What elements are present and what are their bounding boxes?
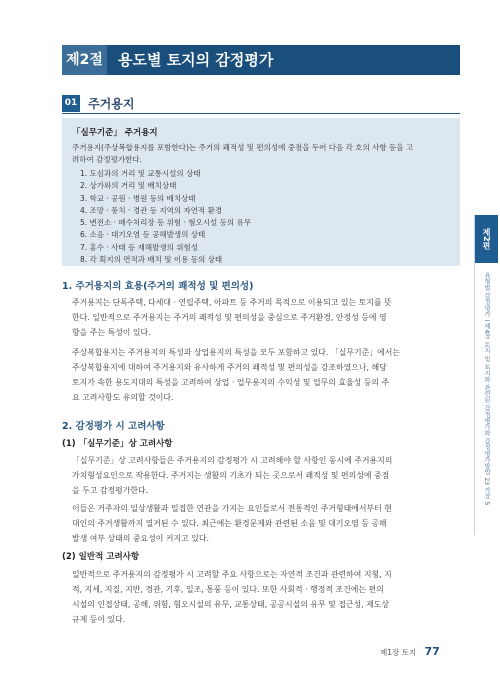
list-item: 8. 각 획지의 면적과 배치 및 이용 등의 상태 [80,255,223,265]
part-tab: 제2편 [475,215,498,263]
subsection-number: 01 [62,95,80,112]
box-text: 주거용지(주상복합용지를 포함한다)는 주거의 쾌적성 및 편의성에 중점을 두어 다음 각 호의 사항 등을 고 려하여 감정평가한다. [72,143,414,164]
standard-box [62,118,460,266]
paragraph: 일반적으로 주거용지의 감정평가 시 고려할 주요 사항으로는 자연적 조건과 관련하여 지형, 지 적, 지세, 지질, 지반, 경관, 기후, 일조, 통풍 등이 있다. 또한 사회적 · 행정적 조건에는 편의 시설의 인접상태, 공해, 위험, 혐오시설의 유무, 교통상태, 공공시설의 유무 및 접근성, 제도상 규제 등이 있다. [72,570,392,624]
list-item: 3. 학교 · 공원 · 병원 등의 배치상태 [80,193,196,203]
list-item: 4. 조망 · 풍치 · 경관 등 지역의 자연적 환경 [80,205,223,215]
subheading-2: (2) 일반적 고려사항 [62,552,140,562]
subsection-heading [62,93,134,111]
box-title: 「실무기준」 주거용지 [72,128,158,138]
heading-2: 2. 감정평가 시 고려사항 [62,421,165,432]
section-number: 제2절 [62,45,107,75]
page-number: 77 [424,645,440,658]
list-item: 6. 소음 · 대기오염 등 공해발생의 상태 [80,230,206,240]
list-item: 5. 변전소 · 폐수처리장 등 위험 · 혐오시설 등의 유무 [80,218,252,228]
subheading-1: (1) 「실무기준」상 고려사항 [62,439,173,449]
footer-chapter: 제1장 토지 [380,648,417,657]
side-running-title: 유형별 감정평가 I 제4장 토지 및 토지와 관련된 감정평가와 감정평가방법 23 가장 5 [483,272,490,506]
page-footer [380,645,440,658]
box-list [80,168,251,266]
list-item: 1. 도심과의 거리 및 교통시설의 상태 [80,169,201,178]
paragraph: 주거용지는 단독주택, 다세대 · 연립주택, 아파트 등 주거의 목적으로 이용되고 있는 토지를 뜻 한다. 일반적으로 주거용지는 주거의 쾌적성 및 편의성을 중심으로 주거환경, 안정성 등에 영 향을 주는 특성이 있다. [72,298,392,337]
list-item: 7. 홍수 · 사태 등 재해발생의 위험성 [80,242,199,252]
list-item: 2. 상가와의 거리 및 배치상태 [80,181,177,191]
subsection-rule [62,113,460,114]
paragraph: 「실무기준」상 고려사항들은 주거용지의 감정평가 시 고려해야 할 사항인 동시에 주거용지의 가치형성요인으로 작용한다. 주거지는 생활의 기초가 되는 곳으로서 쾌적성 및 편의성에 중점 을 두고 감정평가한다. [72,456,393,495]
paragraph: 이들은 거주자의 일상생활과 밀접한 연관을 가지는 요인들로서 전통적인 주거형태에서부터 현 대인의 주거생활까지 열거된 수 있다. 최근에는 환경문제와 관련된 소음 및 대기오염 등 공해 발생 여부 상태의 중요성이 커지고 있다. [72,504,392,543]
section-banner [62,45,460,75]
subsection-label: 주거용지 [88,97,135,111]
heading-1: 1. 주거용지의 효용(주거의 쾌적성 및 편의성) [62,281,254,292]
section-title: 용도별 토지의 감정평가 [118,51,274,69]
paragraph: 주상복합용지는 주거용지의 특성과 상업용지의 특성을 모두 포함하고 있다. 「실무기준」에서는 주상복합용지에 대하여 주거용지와 유사하게 주거의 쾌적성 및 편의성을 강조하였으나, 해당 토지가 속한 용도지대의 특성을 고려하여 상업 · 업무용지의 수익성 및 업무의 효율성 등의 주 요 고려사항도 유의할 것이다. [72,348,401,402]
side-divider [474,215,475,535]
